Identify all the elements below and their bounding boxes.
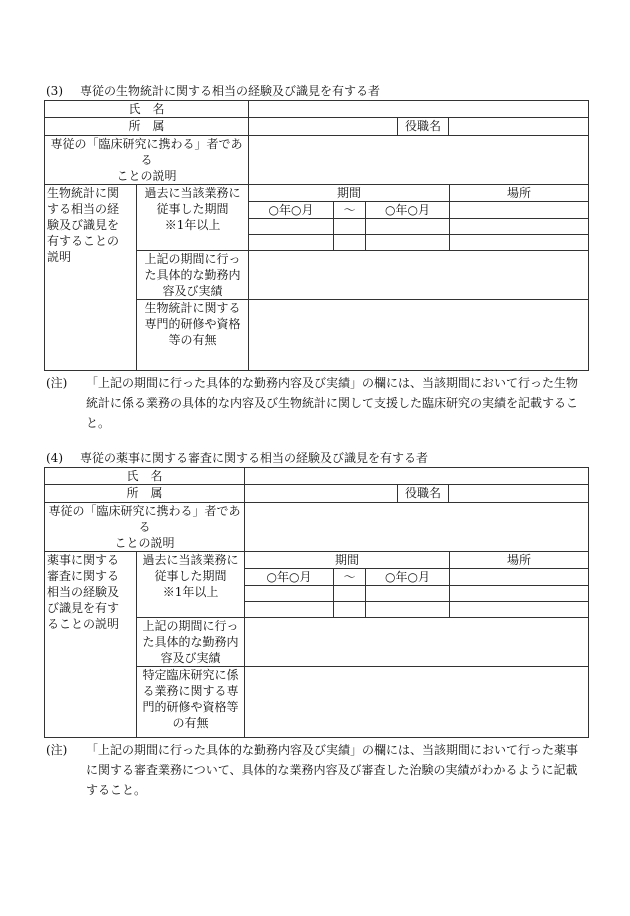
period-from-field[interactable] (249, 219, 334, 235)
experience-label: 生物統計に関 する相当の経 験及び識見を 有することの 説明 (45, 185, 137, 371)
place-field[interactable] (450, 219, 589, 235)
duties-field[interactable] (245, 618, 589, 667)
affiliation-label: 所 属 (45, 485, 245, 503)
period-header: 期間 (245, 552, 450, 569)
note-text: 「上記の期間に行った具体的な勤務内容及び実績」の欄には、当該期間において行った薬事に関する審査業務について、具体的な業務内容及び審査した治験の実績がわかるように記載すること。 (86, 743, 579, 797)
affiliation-label: 所 属 (45, 118, 249, 136)
name-field[interactable] (245, 468, 589, 485)
period-header: 期間 (249, 185, 450, 202)
period-from-field[interactable]: ○年○月 (245, 569, 334, 586)
tilde-cell (334, 602, 366, 618)
note-tag: (注) (46, 743, 68, 757)
period-from-field[interactable] (245, 586, 334, 602)
place-field[interactable] (450, 602, 589, 618)
section-number: (3) (46, 84, 63, 98)
training-label: 生物統計に関する 専門的研修や資格 等の有無 (137, 300, 249, 371)
period-to-field[interactable] (366, 235, 450, 251)
past-period-label: 過去に当該業務に 従事した期間 ※1年以上 (137, 185, 249, 251)
section-3-note (44, 373, 589, 433)
section-title: 専従の生物統計に関する相当の経験及び識見を有する者 (80, 84, 381, 98)
regulatory-review-form-table (44, 467, 589, 738)
tilde-cell (334, 219, 366, 235)
affiliation-field[interactable] (249, 118, 397, 135)
dedicated-label: 専従の「臨床研究に携わる」者である ことの説明 (45, 503, 245, 552)
duties-label: 上記の期間に行っ た具体的な勤務内 容及び実績 (137, 251, 249, 300)
training-label: 特定臨床研究に係 る業務に関する専 門的研修や資格等 の有無 (137, 667, 245, 738)
section-4 (44, 450, 589, 800)
period-from-field[interactable]: ○年○月 (249, 202, 334, 219)
place-field[interactable] (450, 202, 589, 219)
duties-label: 上記の期間に行っ た具体的な勤務内 容及び実績 (137, 618, 245, 667)
section-3-heading (44, 83, 589, 100)
past-period-label: 過去に当該業務に 従事した期間 ※1年以上 (137, 552, 245, 618)
period-to-field[interactable]: ○年○月 (366, 569, 450, 586)
training-field[interactable] (249, 300, 589, 371)
tilde: ～ (334, 569, 366, 586)
place-header: 場所 (450, 552, 589, 569)
tilde-cell (334, 586, 366, 602)
period-to-field[interactable] (366, 219, 450, 235)
period-to-field[interactable]: ○年○月 (366, 202, 450, 219)
tilde: ～ (334, 202, 366, 219)
name-field[interactable] (249, 101, 589, 118)
period-from-field[interactable] (249, 235, 334, 251)
affiliation-field[interactable] (245, 485, 397, 502)
name-label: 氏 名 (45, 101, 249, 118)
place-field[interactable] (450, 586, 589, 602)
note-text: 「上記の期間に行った具体的な勤務内容及び実績」の欄には、当該期間において行った生物統計に係る業務の具体的な内容及び生物統計に関して支援した臨床研究の実績を記載すること。 (86, 376, 579, 430)
place-field[interactable] (450, 569, 589, 586)
section-3 (44, 83, 589, 433)
tilde-cell (334, 235, 366, 251)
document-page (44, 83, 589, 800)
position-field[interactable] (449, 485, 588, 502)
place-header: 場所 (450, 185, 589, 202)
place-field[interactable] (450, 235, 589, 251)
section-4-heading (44, 450, 589, 467)
experience-label: 薬事に関する 審査に関する 相当の経験及 び識見を有す ることの説明 (45, 552, 137, 738)
duties-field[interactable] (249, 251, 589, 300)
dedicated-field[interactable] (249, 136, 589, 185)
section-title: 専従の薬事に関する審査に関する相当の経験及び識見を有する者 (80, 451, 429, 465)
section-4-note (44, 740, 589, 800)
biostatistics-form-table (44, 100, 589, 371)
position-field[interactable] (449, 118, 588, 135)
training-field[interactable] (245, 667, 589, 738)
dedicated-field[interactable] (245, 503, 589, 552)
position-label: 役職名 (397, 118, 449, 135)
period-to-field[interactable] (366, 602, 450, 618)
note-tag: (注) (46, 376, 68, 390)
period-from-field[interactable] (245, 602, 334, 618)
period-to-field[interactable] (366, 586, 450, 602)
dedicated-label: 専従の「臨床研究に携わる」者である ことの説明 (45, 136, 249, 185)
section-number: (4) (46, 451, 63, 465)
name-label: 氏 名 (45, 468, 245, 485)
position-label: 役職名 (397, 485, 449, 502)
